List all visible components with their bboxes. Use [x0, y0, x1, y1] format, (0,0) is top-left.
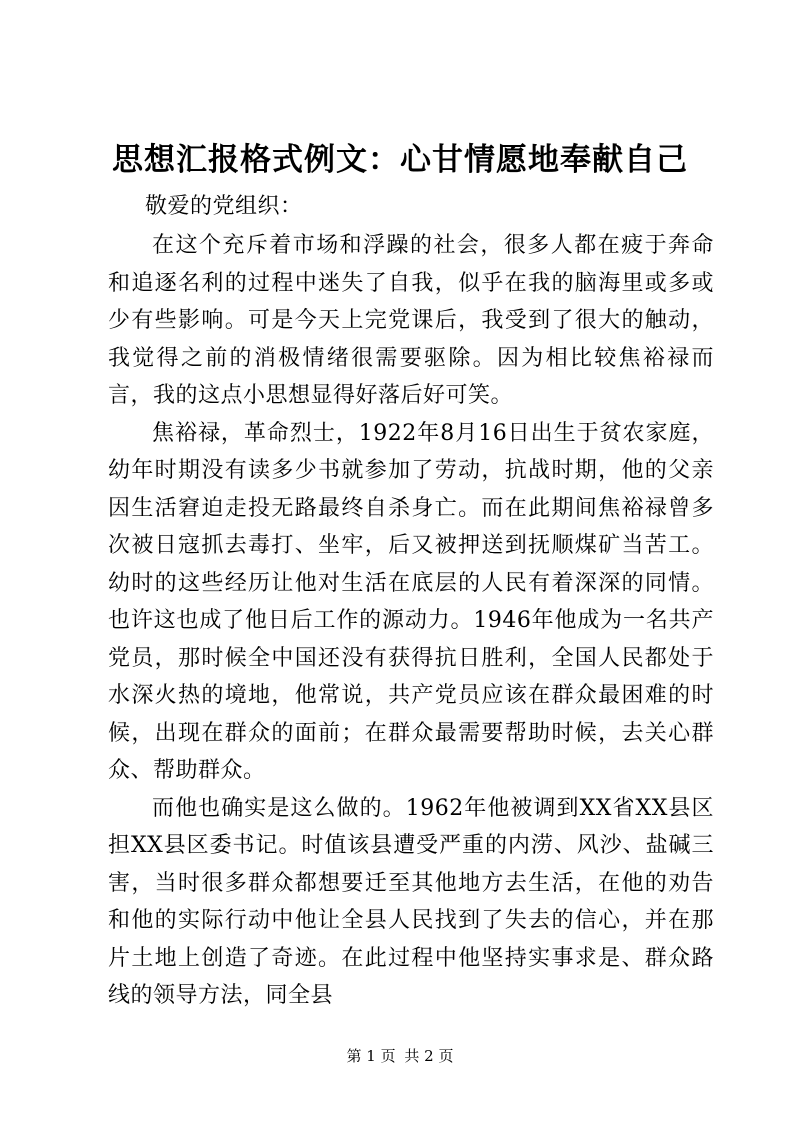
page-total: 共 2 页 — [404, 1047, 454, 1065]
paragraph-2: 焦裕禄，革命烈士，1922年8月16日出生于贫农家庭，幼年时期没有读多少书就参加了劳动，抗战时期，他的父亲因生活窘迫走投无路最终自杀身亡。而在此期间焦裕禄曾多次被日寇抓去毒打、坐牢，后又被押送到抚顺煤矿当苦工。幼时的这些经历让他对生活在底层的人民有着深深的同情。也许这也成了他日后工作的源动力。1946年他成为一名共产党员，那时候全中国还没有获得抗日胜利，全国人民都处于水深火热的境地，他常说，共产党员应该在群众最困难的时候，出现在群众的面前；在群众最需要帮助时候，去关心群众、帮助群众。 — [108, 420, 714, 783]
page-number: 第 1 页 — [346, 1047, 396, 1065]
paragraph-3: 而他也确实是这么做的。1962年他被调到XX省XX县区担XX县区委书记。时值该县遭受严重的内涝、风沙、盐碱三害，当时很多群众都想要迁至其他地方去生活，在他的劝告和他的实际行动中他让全县人民找到了失去的信心，并在那片土地上创造了奇迹。在此过程中他坚持实事求是、群众路线的领导方法，同全县 — [108, 795, 714, 1008]
document-title: 思想汇报格式例文：心甘情愿地奉献自己 — [112, 142, 688, 178]
greeting: 敬爱的党组织： — [145, 194, 303, 219]
document-body — [108, 188, 714, 1015]
paragraph-1: 在这个充斥着市场和浮躁的社会，很多人都在疲于奔命和追逐名利的过程中迷失了自我，似乎在我的脑海里或多或少有些影响。可是今天上完党课后，我受到了很大的触动，我觉得之前的消极情绪很需要驱除。因为相比较焦裕禄而言，我的这点小思想显得好落后好可笑。 — [108, 233, 714, 408]
page-footer — [0, 1046, 800, 1066]
